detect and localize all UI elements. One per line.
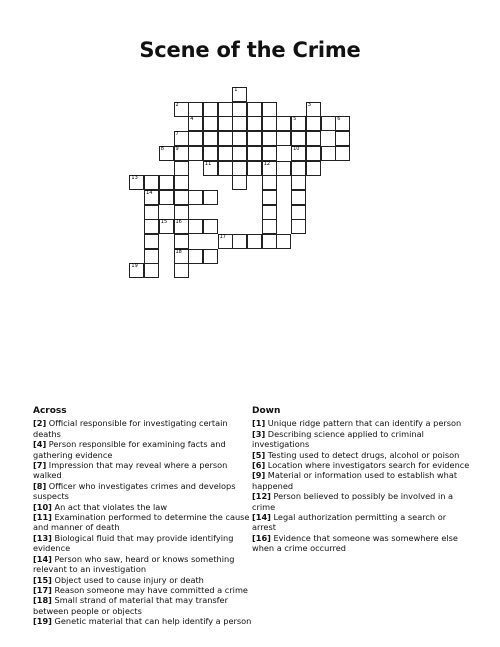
crossword-cell[interactable] <box>188 102 203 117</box>
clue-number: [14] <box>33 553 52 564</box>
crossword-cell[interactable] <box>159 219 174 234</box>
clue-item <box>252 429 472 450</box>
crossword-cell[interactable] <box>159 175 174 190</box>
crossword-cell[interactable] <box>276 234 291 249</box>
clue-item <box>252 512 472 533</box>
clue-number: 16 <box>175 219 182 226</box>
crossword-cell[interactable] <box>174 190 189 205</box>
clue-text: Examination performed to determine the cause and manner of death <box>33 512 250 533</box>
clue-number: 13 <box>131 175 138 182</box>
crossword-cell[interactable] <box>174 249 189 264</box>
crossword-cell[interactable] <box>276 161 291 176</box>
down-heading: Down <box>252 406 281 416</box>
crossword-cell[interactable] <box>144 234 159 249</box>
clue-number: 15 <box>160 219 168 226</box>
clue-number: [4] <box>33 439 47 450</box>
crossword-cell[interactable] <box>247 146 262 161</box>
clue-text: Officer who investigates crimes and develops suspects <box>33 480 236 502</box>
clue-number: [5] <box>252 449 266 460</box>
down-clues <box>252 406 472 554</box>
crossword-cell[interactable] <box>291 146 306 161</box>
crossword-cell[interactable] <box>188 146 203 161</box>
clue-item <box>33 595 253 616</box>
crossword-cell[interactable] <box>321 146 336 161</box>
crossword-cell[interactable] <box>262 205 277 220</box>
clue-number: 8 <box>160 145 164 152</box>
crossword-cell[interactable] <box>188 219 203 234</box>
clue-number: [16] <box>252 532 271 543</box>
crossword-cell[interactable] <box>306 131 321 146</box>
crossword-cell[interactable] <box>306 146 321 161</box>
crossword-cell[interactable] <box>291 219 306 234</box>
clue-text: Object used to cause injury or death <box>51 574 204 585</box>
clue-item <box>252 470 472 491</box>
clue-number: 5 <box>293 116 297 123</box>
clue-number: 14 <box>146 189 153 196</box>
clue-item <box>33 575 253 585</box>
clue-text: Impression that may reveal where a person walked <box>33 460 228 481</box>
clue-number: [12] <box>252 491 271 502</box>
crossword-cell[interactable] <box>174 146 189 161</box>
clue-number: 7 <box>175 131 179 138</box>
crossword-cell[interactable] <box>218 161 233 176</box>
crossword-cell[interactable] <box>218 234 233 249</box>
clue-number: 19 <box>131 263 138 270</box>
clue-number: 17 <box>219 234 226 240</box>
clue-text: Biological fluid that may provide identifying evidence <box>33 532 234 554</box>
clue-number: 12 <box>263 160 271 167</box>
crossword-cell[interactable] <box>232 131 247 146</box>
crossword-cell[interactable] <box>174 219 189 234</box>
crossword-cell[interactable] <box>232 161 247 176</box>
crossword-cell[interactable] <box>144 175 159 190</box>
crossword-cell[interactable] <box>174 263 189 278</box>
crossword-cell[interactable] <box>144 263 159 278</box>
crossword-cell[interactable] <box>247 161 262 176</box>
clue-number: [6] <box>252 460 266 471</box>
clue-number: [9] <box>252 470 266 481</box>
clue-item <box>252 491 472 512</box>
clue-text: Person responsible for examining facts and gathering evidence <box>33 439 226 460</box>
crossword-cell[interactable] <box>276 131 291 146</box>
clue-number: 2 <box>175 101 179 108</box>
crossword-cell[interactable] <box>188 116 203 131</box>
crossword-cell[interactable] <box>232 175 247 190</box>
crossword-cell[interactable] <box>335 131 350 146</box>
clue-number: [1] <box>252 418 266 429</box>
clue-item <box>33 512 253 533</box>
clue-item <box>33 481 253 502</box>
clue-text: Testing used to detect drugs, alcohol or poison <box>265 449 460 460</box>
crossword-cell[interactable] <box>335 146 350 161</box>
crossword-cell[interactable] <box>247 131 262 146</box>
crossword-cell[interactable] <box>174 131 189 146</box>
clue-item <box>252 418 472 428</box>
crossword-cell[interactable] <box>174 175 189 190</box>
clue-number: [17] <box>33 584 52 595</box>
clue-number: 4 <box>190 116 194 123</box>
clue-number: [10] <box>33 501 52 512</box>
crossword-cell[interactable] <box>262 161 277 176</box>
across-clues <box>33 406 253 627</box>
clue-number: [19] <box>33 616 52 627</box>
crossword-cell[interactable] <box>291 175 306 190</box>
crossword-cell[interactable] <box>291 131 306 146</box>
crossword-cell[interactable] <box>203 131 218 146</box>
clue-item <box>252 460 472 470</box>
crossword-cell[interactable] <box>247 116 262 131</box>
crossword-cell[interactable] <box>247 234 262 249</box>
clue-text: Describing science applied to criminal investigations <box>252 428 424 450</box>
crossword-cell[interactable] <box>262 146 277 161</box>
crossword-cell[interactable] <box>218 102 233 117</box>
crossword-cell[interactable] <box>291 205 306 220</box>
crossword-cell[interactable] <box>291 116 306 131</box>
crossword-cell[interactable] <box>174 234 189 249</box>
puzzle-title: Scene of the Crime <box>139 38 361 62</box>
clue-item <box>33 439 253 460</box>
crossword-cell[interactable] <box>262 131 277 146</box>
crossword-cell[interactable] <box>306 102 321 117</box>
across-heading: Across <box>33 406 67 416</box>
crossword-cell[interactable] <box>159 190 174 205</box>
crossword-cell[interactable] <box>291 161 306 176</box>
crossword-cell[interactable] <box>232 102 247 117</box>
crossword-cell[interactable] <box>262 116 277 131</box>
crossword-cell[interactable] <box>144 249 159 264</box>
clue-number: [11] <box>33 512 52 523</box>
clue-number: 10 <box>293 145 300 152</box>
crossword-cell[interactable] <box>144 219 159 234</box>
clue-item <box>33 502 253 512</box>
crossword-cell[interactable] <box>276 116 291 131</box>
clue-item <box>33 460 253 481</box>
crossword-cell[interactable] <box>247 102 262 117</box>
crossword-cell[interactable] <box>174 161 189 176</box>
crossword-cell[interactable] <box>203 161 218 176</box>
clue-text: Evidence that someone was somewhere else when a crime occurred <box>252 532 458 554</box>
crossword-cell[interactable] <box>203 146 218 161</box>
clue-number: [18] <box>33 595 52 606</box>
crossword-cell[interactable] <box>218 116 233 131</box>
crossword-cell[interactable] <box>144 205 159 220</box>
clue-number: 9 <box>175 145 179 152</box>
clue-item <box>33 418 253 439</box>
crossword-cell[interactable] <box>188 190 203 205</box>
clue-number: 6 <box>337 116 341 123</box>
crossword-cell[interactable] <box>218 131 233 146</box>
crossword-cell[interactable] <box>174 102 189 117</box>
crossword-cell[interactable] <box>174 205 189 220</box>
crossword-cell[interactable] <box>232 234 247 249</box>
crossword-cell[interactable] <box>262 234 277 249</box>
clue-text: Material or information used to establish what happened <box>252 470 458 491</box>
crossword-cell[interactable] <box>232 87 247 102</box>
crossword-cell[interactable] <box>291 190 306 205</box>
clue-number: [15] <box>33 574 52 585</box>
crossword-cell[interactable] <box>262 190 277 205</box>
clue-item <box>252 533 472 554</box>
clue-item <box>33 554 253 575</box>
clue-text: Official responsible for investigating certain deaths <box>33 418 228 439</box>
clue-item <box>33 585 253 595</box>
clue-item <box>33 533 253 554</box>
clue-number: 1 <box>234 87 238 93</box>
clue-text: Legal authorization permitting a search or arrest <box>252 512 447 533</box>
clue-number: [14] <box>252 512 271 523</box>
crossword-cell[interactable] <box>159 146 174 161</box>
crossword-cell[interactable] <box>306 161 321 176</box>
clue-text: Location where investigators search for evidence <box>265 460 470 471</box>
clue-text: Genetic material that can help identify a person <box>51 616 252 627</box>
clue-text: Unique ridge pattern that can identify a person <box>265 418 462 429</box>
clue-item <box>33 616 253 626</box>
crossword-cell[interactable] <box>203 102 218 117</box>
clue-number: [2] <box>33 418 47 429</box>
clue-text: Small strand of material that may transfer between people or objects <box>33 595 228 616</box>
crossword-cell[interactable] <box>218 146 233 161</box>
crossword-cell[interactable] <box>129 263 144 278</box>
clue-number: 18 <box>175 248 182 255</box>
clue-text: Person who saw, heard or knows something relevant to an investigation <box>33 553 235 575</box>
crossword-cell[interactable] <box>188 249 203 264</box>
clue-number: 3 <box>307 101 311 108</box>
clue-number: [13] <box>33 532 52 543</box>
crossword-cell[interactable] <box>335 116 350 131</box>
clue-text: An act that violates the law <box>51 501 168 512</box>
clue-item <box>252 450 472 460</box>
crossword-cell[interactable] <box>203 249 218 264</box>
crossword-cell[interactable] <box>321 116 336 131</box>
crossword-cell[interactable] <box>262 219 277 234</box>
crossword-cell[interactable] <box>262 102 277 117</box>
clue-number: [7] <box>33 460 47 471</box>
crossword-cell[interactable] <box>144 190 159 205</box>
clue-text: Person believed to possibly be involved in a crime <box>252 491 454 512</box>
clue-number: 11 <box>204 160 212 167</box>
clue-text: Reason someone may have committed a crime <box>51 584 248 595</box>
crossword-cell[interactable] <box>203 219 218 234</box>
clue-number: [3] <box>252 428 266 439</box>
crossword-cell[interactable] <box>188 131 203 146</box>
crossword-cell[interactable] <box>129 175 144 190</box>
crossword-cell[interactable] <box>262 175 277 190</box>
crossword-cell[interactable] <box>232 146 247 161</box>
clue-number: [8] <box>33 480 47 491</box>
crossword-cell[interactable] <box>203 190 218 205</box>
crossword-cell[interactable] <box>203 116 218 131</box>
crossword-cell[interactable] <box>306 116 321 131</box>
crossword-cell[interactable] <box>232 116 247 131</box>
